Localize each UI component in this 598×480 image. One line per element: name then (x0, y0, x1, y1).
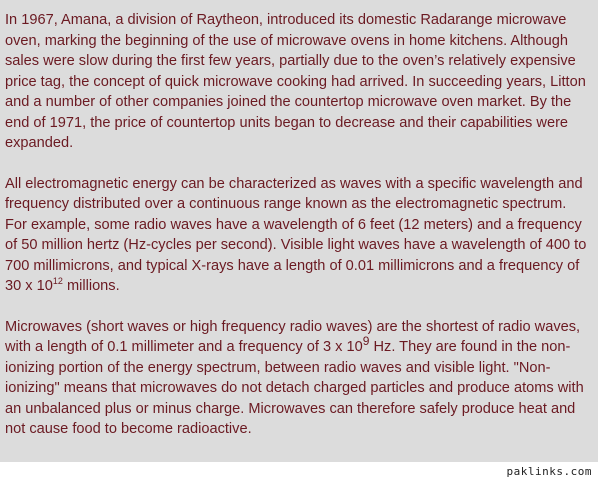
paragraph-3-text: Microwaves (short waves or high frequency radio waves) are the shortest of radio waves, with a length of 0.1 millimeter and a frequency of 3 x 10 (5, 318, 581, 355)
paragraph-electromagnetic-energy (5, 174, 590, 297)
paragraph-1-text: In 1967, Amana, a division of Raytheon, introduced its domestic Radarange microwave oven, marking the beginning of the use of microwave ovens in home kitchens. Although sales were slow during the first few years, partially due to the oven’s relatively expensive price tag, the concept of quick microwave cooking had arrived. In succeeding years, Litton and a number of other companies joined the countertop microwave oven market. By the end of 1971, the price of countertop units began to decrease and their capabilities were expanded. (5, 12, 586, 151)
paragraph-3-text-end: Hz. They are found in the non-ionizing portion of the energy spectrum, between radio waves and visible light. "Non-ionizing" means that microwaves do not detach charged particles and produce atoms with an unbalanced plus or minus charge. Microwaves can therefore safely produce heat and not cause food to become radioactive. (5, 339, 584, 437)
paragraph-2-text-end: millions. (62, 278, 120, 294)
paragraph-amana-history (5, 10, 590, 154)
paragraph-2-text: All electromagnetic energy can be characterized as waves with a specific wavelength and frequency distributed over a continuous range known as the electromagnetic spectrum. For example, some radio waves have a wavelength of 6 feet (12 meters) and a frequency of 50 million hertz (Hz-cycles per second). Visible light waves have a wavelength of 400 to 700 millimicrons, and typical X-rays have a length of 0.01 millimicrons and a frequency of 30 x 10 (5, 175, 587, 294)
watermark-text: paklinks.com (506, 465, 592, 478)
exponent-9: 9 (362, 334, 370, 349)
exponent-12: 12 (52, 276, 63, 287)
paragraph-microwaves (5, 317, 590, 440)
